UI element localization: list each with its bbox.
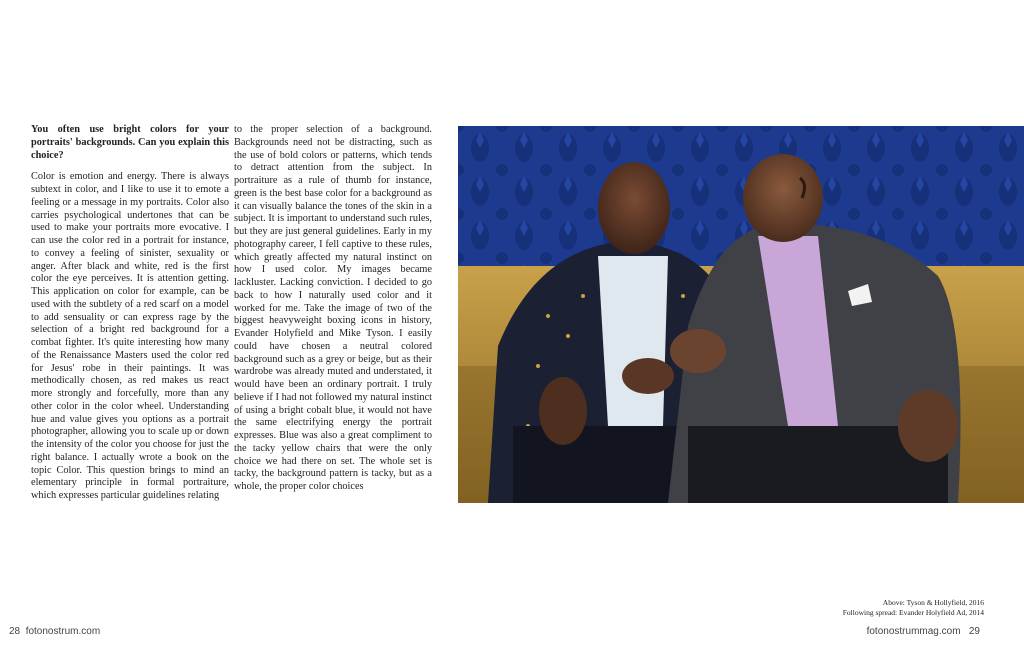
holyfield-shirt — [598, 256, 668, 426]
caption-line-1: Above: Tyson & Hollyfield, 2016 — [882, 598, 984, 607]
interview-question: You often use bright colors for your portraits' backgrounds. Can you explain this choice? — [31, 124, 229, 161]
right-page-number: 29 — [968, 626, 980, 637]
photo-caption — [843, 598, 984, 617]
right-site-name: fotonostrummag.com — [866, 626, 961, 637]
left-site-name: fotonostrum.com — [25, 626, 101, 637]
article-column-2 — [234, 124, 432, 494]
portrait-photo — [458, 126, 1024, 503]
left-page-number: 28 — [9, 626, 21, 637]
holyfield-head — [598, 162, 670, 254]
right-folio — [867, 626, 980, 637]
tyson-head — [743, 154, 823, 242]
answer-paragraph-2: to the proper selection of a background. Backgrounds need not be distracting, such as the use of bold colors or patterns, which tends to detract attention from the subject. In portraiture as a rule of thumb for instance, green is the best base color for a background as it can visually balance the tones of the skin in a subject. It is important to understand such rules, but they are just general guidelines. Early in my photography career, I fell captive to these rules, which greatly affected my natural instinct on how I used color. My images became lackluster. Lacking conviction. I decided to go back to how I naturally used color and it worked for me. Take the image of two of the biggest heavyweight boxing icons in history, Evander Holyfield and Mike Tyson. I easily could have chosen a neutral colored background such as a grey or beige, but as their wardrobe was already muted and understated, it would have been an ordinary portrait. I truly believe if I had not followed my natural instinct of using a bright cobalt blue, it would not have the same electrifying energy the portrait expresses. Blue was also a great compliment to the tacky yellow chairs that were the only choice we had there on set. The whole set is tacky, the background pattern is tacky, but as a whole, the proper color choices — [234, 124, 432, 492]
left-folio — [9, 626, 100, 637]
answer-paragraph-1: Color is emotion and energy. There is always subtext in color, and I like to use it to emote a feeling or a message in my portraits. Color also carries psychological undertones that can be used to make your portraits more evocative. I can use the color red in a portrait for instance, to convey a feeling of sinister, sexuality or anger. After black and white, red is the first color the eye perceives. It is attention getting. This application on color for example, can be used with the subtlety of a red scarf on a model to add sensuality or can express rage by the selection of a bright red background for a combat fighter. It's quite interesting how many of the Renaissance Masters used the color red for Jesus' robe in their paintings. It was methodically chosen, as red makes us react more strongly and forcefully, more than any other color in the color wheel. Understanding hue and value gives you options as a portrait photographer, allowing you to scale up or down the intensity of the color you choose for just the right balance. I actually wrote a book on the topic Color. This question brings to mind an elementary principle in formal portraiture, which expresses particular guidelines relating — [31, 171, 229, 501]
caption-line-2: Following spread: Evander Holyfield Ad, 2014 — [842, 607, 984, 617]
article-column-1 — [31, 124, 229, 503]
